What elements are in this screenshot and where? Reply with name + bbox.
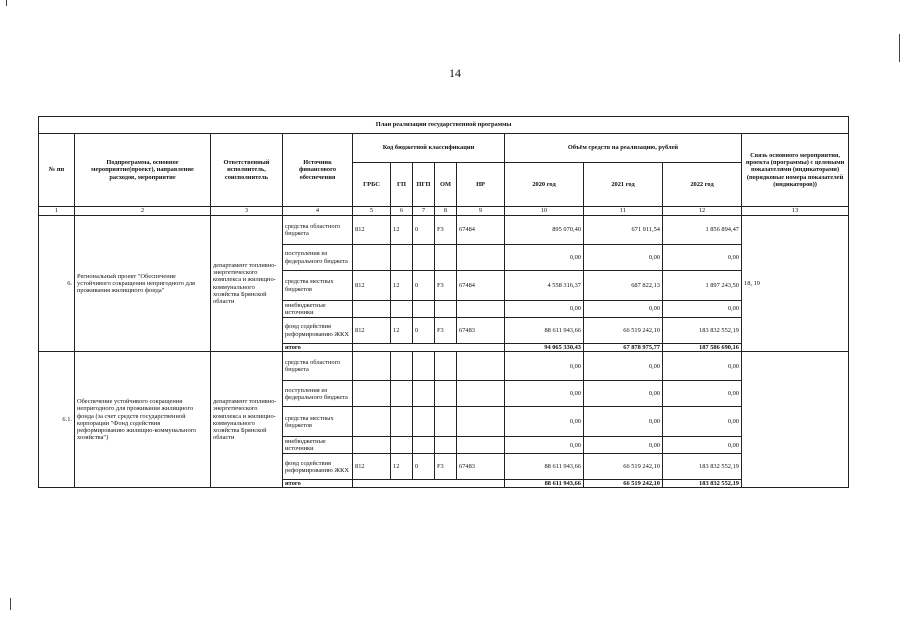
- om-code: F3: [435, 318, 457, 344]
- pgp-code: 0: [413, 454, 435, 480]
- gp-code: [391, 245, 413, 271]
- amount-2020: 4 558 316,37: [505, 271, 584, 301]
- om-code: [435, 437, 457, 454]
- gp-code: 12: [391, 318, 413, 344]
- amount-2022: 1 897 243,50: [663, 271, 742, 301]
- grbs-code: [353, 437, 391, 454]
- scan-mark: [899, 34, 900, 62]
- amount-2020: 88 611 943,66: [505, 318, 584, 344]
- column-number: 9: [457, 207, 505, 216]
- amount-2022: 183 832 552,19: [663, 318, 742, 344]
- item-name: Обеспечение устойчивого сокращения непригодного для проживания жилищного фонда (за счет средств государственной корпорации "Фонд содействия реформированию жилищно-коммунального хозяйства"): [75, 352, 211, 488]
- amount-2020: 0,00: [505, 301, 584, 318]
- nr-code: [457, 381, 505, 407]
- amount-2021: 0,00: [584, 245, 663, 271]
- pgp-code: 0: [413, 318, 435, 344]
- table-title: План реализации государственной программы: [39, 117, 849, 134]
- item-name: Региональный проект "Обеспечение устойчивого сокращения непригодного для проживания жилищного фонда": [75, 216, 211, 352]
- amount-2022: 1 856 894,47: [663, 216, 742, 245]
- amount-2022: 0,00: [663, 381, 742, 407]
- column-numbers-row: [39, 207, 849, 216]
- column-number: 8: [435, 207, 457, 216]
- header-gp: ГП: [391, 163, 413, 207]
- nr-code: 67483: [457, 318, 505, 344]
- total-2020: 94 065 330,43: [505, 344, 584, 352]
- pgp-code: [413, 352, 435, 381]
- total-2021: 67 878 975,77: [584, 344, 663, 352]
- grbs-code: 812: [353, 318, 391, 344]
- grbs-code: 812: [353, 271, 391, 301]
- funding-source: средства областного бюджета: [283, 216, 353, 245]
- plan-table-body: [39, 216, 849, 488]
- funding-source: фонд содействия реформированию ЖКХ: [283, 454, 353, 480]
- amount-2022: 0,00: [663, 301, 742, 318]
- gp-code: [391, 437, 413, 454]
- column-number: 3: [211, 207, 283, 216]
- header-nr: НР: [457, 163, 505, 207]
- amount-2021: 0,00: [584, 407, 663, 437]
- gp-code: 12: [391, 271, 413, 301]
- pgp-code: [413, 407, 435, 437]
- amount-2021: 66 519 242,10: [584, 454, 663, 480]
- indicator-link: 18, 19: [742, 216, 849, 352]
- om-code: F3: [435, 454, 457, 480]
- amount-2021: 0,00: [584, 301, 663, 318]
- amount-2020: 895 070,40: [505, 216, 584, 245]
- total-2022: 183 832 552,19: [663, 480, 742, 488]
- column-number: 2: [75, 207, 211, 216]
- funding-source: внебюджетные источники: [283, 301, 353, 318]
- column-number: 11: [584, 207, 663, 216]
- total-code-blank: [353, 344, 505, 352]
- pgp-code: [413, 437, 435, 454]
- nr-code: 67484: [457, 271, 505, 301]
- header-pgp: ПГП: [413, 163, 435, 207]
- column-number: 6: [391, 207, 413, 216]
- amount-2020: 0,00: [505, 245, 584, 271]
- column-number: 5: [353, 207, 391, 216]
- amount-2022: 183 832 552,19: [663, 454, 742, 480]
- amount-2020: 88 611 943,66: [505, 454, 584, 480]
- funding-source: поступления из федерального бюджета: [283, 245, 353, 271]
- header-source: Источник финансового обеспечения: [283, 134, 353, 207]
- amount-2021: 0,00: [584, 352, 663, 381]
- amount-2021: 66 519 242,10: [584, 318, 663, 344]
- nr-code: [457, 352, 505, 381]
- header-link: Связь основного мероприятия, проекта (программы) с целевыми показателями (индикаторами) (порядковые номера показателей (индикаторов)): [742, 134, 849, 207]
- column-number: 13: [742, 207, 849, 216]
- nr-code: [457, 301, 505, 318]
- amount-2022: 0,00: [663, 407, 742, 437]
- amount-2021: 671 911,54: [584, 216, 663, 245]
- om-code: [435, 381, 457, 407]
- responsible-executor: департамент топливно-энергетического комплекса и жилищно-коммунального хозяйства Брянской области: [211, 216, 283, 352]
- gp-code: 12: [391, 454, 413, 480]
- header-2021: 2021 год: [584, 163, 663, 207]
- om-code: [435, 407, 457, 437]
- table-row: [39, 216, 849, 245]
- scan-mark: [6, 0, 7, 6]
- om-code: [435, 245, 457, 271]
- amount-2020: 0,00: [505, 352, 584, 381]
- om-code: F3: [435, 271, 457, 301]
- funding-source: средства областного бюджета: [283, 352, 353, 381]
- total-2020: 88 611 943,66: [505, 480, 584, 488]
- column-number: 4: [283, 207, 353, 216]
- total-code-blank: [353, 480, 505, 488]
- page-number: 14: [449, 66, 461, 80]
- header-no: № пп: [39, 134, 75, 207]
- plan-table: [38, 116, 849, 488]
- grbs-code: [353, 407, 391, 437]
- column-number: 12: [663, 207, 742, 216]
- amount-2022: 0,00: [663, 437, 742, 454]
- header-2022: 2022 год: [663, 163, 742, 207]
- gp-code: 12: [391, 216, 413, 245]
- nr-code: [457, 245, 505, 271]
- grbs-code: [353, 301, 391, 318]
- om-code: [435, 301, 457, 318]
- funding-source: средства местных бюджетов: [283, 271, 353, 301]
- om-code: [435, 352, 457, 381]
- funding-source: фонд содействия реформированию ЖКХ: [283, 318, 353, 344]
- amount-2022: 0,00: [663, 352, 742, 381]
- total-label: итого: [283, 480, 353, 488]
- amount-2020: 0,00: [505, 437, 584, 454]
- pgp-code: 0: [413, 216, 435, 245]
- funding-source: внебюджетные источники: [283, 437, 353, 454]
- funding-source: поступления из федерального бюджета: [283, 381, 353, 407]
- table-row: [39, 352, 849, 381]
- nr-code: 67484: [457, 216, 505, 245]
- funding-source: средства местных бюджетов: [283, 407, 353, 437]
- grbs-code: 812: [353, 454, 391, 480]
- pgp-code: [413, 245, 435, 271]
- gp-code: [391, 352, 413, 381]
- item-number: 6.1.: [39, 352, 75, 488]
- item-number: 6.: [39, 216, 75, 352]
- header-responsible: Ответственный исполнитель, соисполнитель: [211, 134, 283, 207]
- amount-2021: 0,00: [584, 437, 663, 454]
- nr-code: 67483: [457, 454, 505, 480]
- header-budget-code: Код бюджетной классификации: [353, 134, 505, 163]
- responsible-executor: департамент топливно-энергетического комплекса и жилищно-коммунального хозяйства Брянской области: [211, 352, 283, 488]
- column-number: 10: [505, 207, 584, 216]
- header-om: ОМ: [435, 163, 457, 207]
- pgp-code: [413, 381, 435, 407]
- grbs-code: [353, 245, 391, 271]
- grbs-code: 812: [353, 216, 391, 245]
- nr-code: [457, 437, 505, 454]
- column-number: 1: [39, 207, 75, 216]
- header-subprogram: Подпрограмма, основное мероприятие(проект), направление расходов, мероприятие: [75, 134, 211, 207]
- grbs-code: [353, 352, 391, 381]
- grbs-code: [353, 381, 391, 407]
- gp-code: [391, 301, 413, 318]
- header-2020: 2020 год: [505, 163, 584, 207]
- total-2021: 66 519 242,10: [584, 480, 663, 488]
- header-volume: Объём средств на реализацию, рублей: [505, 134, 742, 163]
- indicator-link: [742, 352, 849, 488]
- gp-code: [391, 381, 413, 407]
- total-2022: 187 586 690,16: [663, 344, 742, 352]
- amount-2022: 0,00: [663, 245, 742, 271]
- gp-code: [391, 407, 413, 437]
- pgp-code: [413, 301, 435, 318]
- amount-2020: 0,00: [505, 381, 584, 407]
- amount-2020: 0,00: [505, 407, 584, 437]
- nr-code: [457, 407, 505, 437]
- pgp-code: 0: [413, 271, 435, 301]
- column-number: 7: [413, 207, 435, 216]
- header-grbs: ГРБС: [353, 163, 391, 207]
- total-label: итого: [283, 344, 353, 352]
- scan-mark: [10, 598, 11, 610]
- amount-2021: 687 822,13: [584, 271, 663, 301]
- amount-2021: 0,00: [584, 381, 663, 407]
- om-code: F3: [435, 216, 457, 245]
